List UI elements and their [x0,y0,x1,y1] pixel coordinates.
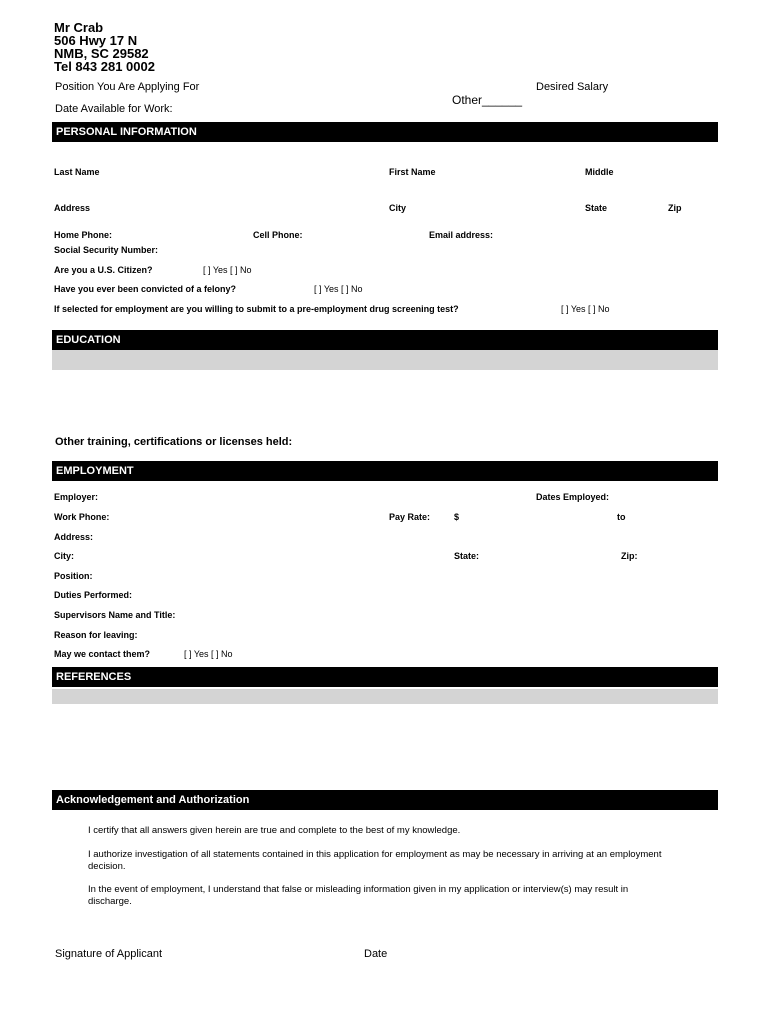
ack-paragraph-1: I certify that all answers given herein are true and complete to the best of my knowledge. [88,825,461,836]
address-label: Address [54,203,91,213]
employment-address-label: Address: [54,532,94,542]
email-label: Email address: [429,230,494,240]
signature-label: Signature of Applicant [55,948,163,960]
citizen-options[interactable]: [ ] Yes [ ] No [203,265,252,275]
employer-label: Employer: [54,492,99,502]
supervisor-label: Supervisors Name and Title: [54,610,176,620]
felony-question: Have you ever been convicted of a felony? [54,284,237,294]
date-available-label: Date Available for Work: [55,103,173,115]
date-label: Date [364,948,388,960]
ack-paragraph-3: In the event of employment, I understand that false or misleading information given in my application or interview(s) may result in discharge. [88,884,629,907]
company-city: NMB, SC 29582 [54,46,149,61]
dates-employed-label: Dates Employed: [536,492,610,502]
employment-zip-label: Zip: [621,551,638,561]
dates-to-label: to [617,512,626,522]
other-training-label: Other training, certifications or licenses held: [55,436,293,448]
references-table-band [52,689,718,704]
duties-label: Duties Performed: [54,590,133,600]
middle-label: Middle [585,167,614,177]
other-label: Other______ [452,93,523,107]
home-phone-label: Home Phone: [54,230,113,240]
personal-information-header: PERSONAL INFORMATION [52,122,718,142]
position-applying-label: Position You Are Applying For [55,81,200,93]
pay-rate-dollar: $ [454,512,460,522]
contact-options[interactable]: [ ] Yes [ ] No [184,649,233,659]
work-phone-label: Work Phone: [54,512,110,522]
employment-state-label: State: [454,551,480,561]
employment-header: EMPLOYMENT [52,461,718,481]
company-phone: Tel 843 281 0002 [54,59,155,74]
company-name: Mr Crab [54,20,104,35]
pay-rate-label: Pay Rate: [389,512,431,522]
felony-options[interactable]: [ ] Yes [ ] No [314,284,363,294]
first-name-label: First Name [389,167,436,177]
references-header: REFERENCES [52,667,718,687]
reason-leaving-label: Reason for leaving: [54,630,138,640]
ssn-label: Social Security Number: [54,245,159,255]
position-label: Position: [54,571,93,581]
acknowledgement-header: Acknowledgement and Authorization [52,790,718,810]
contact-question: May we contact them? [54,649,151,659]
desired-salary-label: Desired Salary [536,81,609,93]
company-street: 506 Hwy 17 N [54,33,138,48]
citizen-question: Are you a U.S. Citizen? [54,265,153,275]
employment-city-label: City: [54,551,74,561]
education-table-band [52,350,718,370]
ack-paragraph-2: I authorize investigation of all statements contained in this application for employment as may be necessary in arriving at an employment decision. [88,849,662,872]
last-name-label: Last Name [54,167,100,177]
state-label: State [585,203,608,213]
drug-test-question: If selected for employment are you willing to submit to a pre-employment drug screening test? [54,304,459,314]
education-header: EDUCATION [52,330,718,350]
zip-label: Zip [668,203,682,213]
city-label: City [389,203,407,213]
drug-test-options[interactable]: [ ] Yes [ ] No [561,304,610,314]
cell-phone-label: Cell Phone: [253,230,303,240]
